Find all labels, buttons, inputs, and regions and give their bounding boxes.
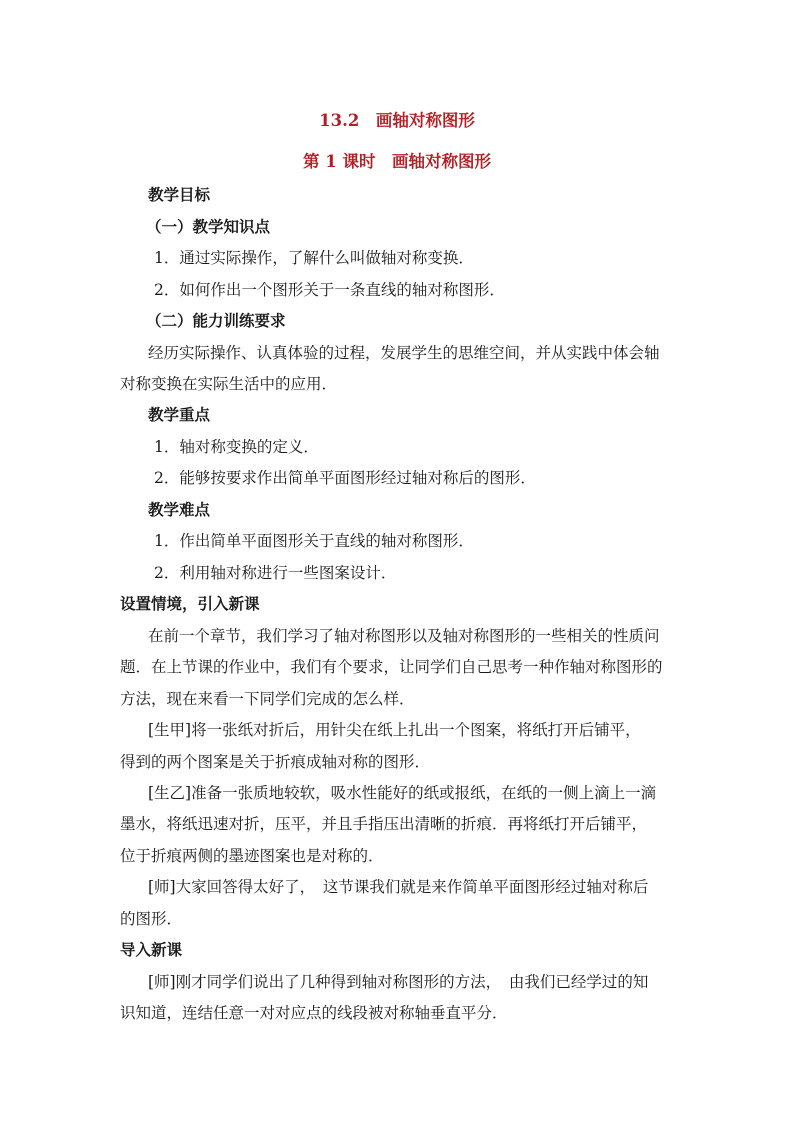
scenario-para3-line-3: 位于折痕两侧的墨迹图案也是对称的． [120, 847, 384, 865]
scenario-para1-line-2: 题．在上节课的作业中，我们有个要求，让同学们自己思考一种作轴对称图形的 [120, 658, 663, 676]
ability-text-line-2: 对称变换在实际生活中的应用． [120, 375, 338, 393]
difficulties-heading: 教学难点 [148, 500, 211, 519]
scenario-para1-line-3: 方法，现在来看一下同学们完成的怎么样． [120, 690, 415, 708]
difficulty-2: 2．利用轴对称进行一些图案设计． [154, 564, 397, 582]
intro-heading: 导入新课 [120, 940, 183, 959]
scenario-para4-line-1: [师]大家回答得太好了， 这节课我们就是来作简单平面图形经过轴对称后 [148, 878, 649, 896]
scenario-para2-line-2: 得到的两个图案是关于折痕成轴对称的图形． [120, 753, 431, 771]
lesson-subtitle: 第 1 课时 画轴对称图形 [303, 152, 491, 171]
lesson-title: 13.2 画轴对称图形 [319, 111, 475, 130]
intro-para1-line-1: [师]刚才同学们说出了几种得到轴对称图形的方法， 由我们已经学过的知 [148, 973, 649, 991]
key-point-1: 1．轴对称变换的定义． [154, 438, 319, 456]
difficulty-1: 1．作出简单平面图形关于直线的轴对称图形． [154, 532, 474, 550]
ability-text-line-1: 经历实际操作、认真体验的过程，发展学生的思维空间，并从实践中体会轴 [148, 344, 660, 362]
scenario-para3-line-2: 墨水，将纸迅速对折，压平，并且手指压出清晰的折痕．再将纸打开后铺平， [120, 815, 648, 833]
key-points-heading: 教学重点 [148, 405, 211, 424]
ability-heading: （二）能力训练要求 [146, 311, 286, 330]
scenario-heading: 设置情境，引入新课 [120, 594, 260, 613]
objectives-heading: 教学目标 [148, 185, 211, 204]
scenario-para2-line-1: [生甲]将一张纸对折后，用针尖在纸上扎出一个图案，将纸打开后铺平， [148, 721, 641, 739]
knowledge-item-2: 2．如何作出一个图形关于一条直线的轴对称图形． [154, 281, 505, 299]
knowledge-item-1: 1．通过实际操作，了解什么叫做轴对称变换． [154, 249, 474, 267]
scenario-para4-line-2: 的图形． [120, 910, 183, 928]
key-point-2: 2．能够按要求作出简单平面图形经过轴对称后的图形． [154, 469, 536, 487]
scenario-para1-line-1: 在前一个章节，我们学习了轴对称图形以及轴对称图形的一些相关的性质问 [148, 627, 660, 645]
scenario-para3-line-1: [生乙]准备一张质地较软，吸水性能好的纸或报纸，在纸的一侧上滴上一滴 [148, 784, 657, 802]
knowledge-heading: （一）教学知识点 [146, 217, 271, 236]
intro-para1-line-2: 识知道，连结任意一对对应点的线段被对称轴垂直平分． [120, 1004, 508, 1022]
